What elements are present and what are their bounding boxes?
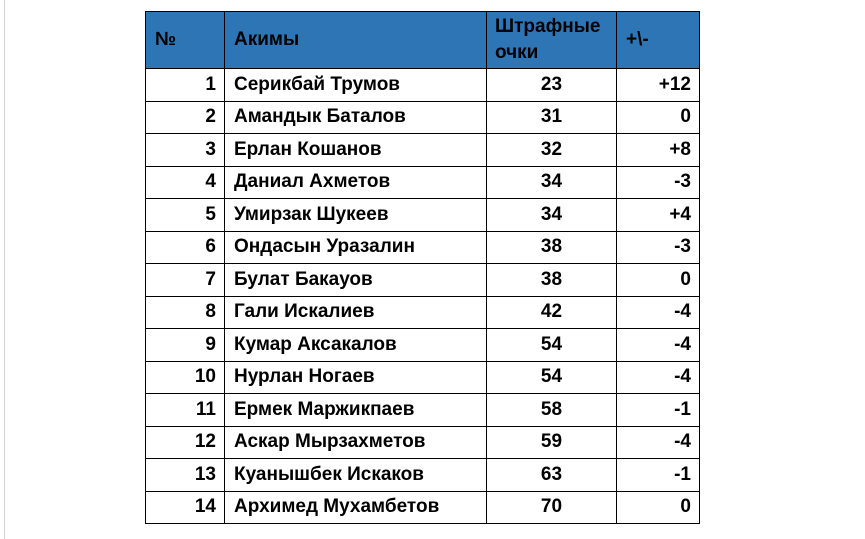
- row-number: 9: [146, 329, 225, 362]
- table-row: [146, 264, 700, 297]
- penalty-points: 58: [487, 394, 617, 427]
- change-value: -4: [617, 329, 700, 362]
- row-number: 12: [146, 426, 225, 459]
- penalty-points: 54: [487, 361, 617, 394]
- change-value: -1: [617, 459, 700, 492]
- akim-name: Булат Бакауов: [225, 264, 487, 297]
- table-row: [146, 491, 700, 524]
- table-header: [146, 12, 700, 69]
- row-number: 13: [146, 459, 225, 492]
- change-value: -4: [617, 426, 700, 459]
- row-number: 10: [146, 361, 225, 394]
- penalty-points: 70: [487, 491, 617, 524]
- row-number: 5: [146, 199, 225, 232]
- table-row: [146, 329, 700, 362]
- table-row: [146, 459, 700, 492]
- akim-name: Серикбай Трумов: [225, 69, 487, 102]
- table-row: [146, 231, 700, 264]
- row-number: 7: [146, 264, 225, 297]
- row-number: 1: [146, 69, 225, 102]
- change-value: +8: [617, 134, 700, 167]
- table-row: [146, 134, 700, 167]
- table-row: [146, 296, 700, 329]
- akim-name: Умирзак Шукеев: [225, 199, 487, 232]
- table-row: [146, 69, 700, 102]
- penalty-points: 42: [487, 296, 617, 329]
- akim-name: Нурлан Ногаев: [225, 361, 487, 394]
- change-value: 0: [617, 264, 700, 297]
- change-value: -3: [617, 166, 700, 199]
- table-row: [146, 361, 700, 394]
- change-value: -1: [617, 394, 700, 427]
- table-row: [146, 199, 700, 232]
- rankings-table: [145, 11, 700, 524]
- akim-name: Ермек Маржикпаев: [225, 394, 487, 427]
- row-number: 2: [146, 101, 225, 134]
- akim-name: Амандык Баталов: [225, 101, 487, 134]
- akim-name: Архимед Мухамбетов: [225, 491, 487, 524]
- akim-name: Ондасын Уразалин: [225, 231, 487, 264]
- akim-name: Даниал Ахметов: [225, 166, 487, 199]
- header-points: Штрафные очки: [487, 12, 617, 69]
- penalty-points: 38: [487, 231, 617, 264]
- akim-name: Кумар Аксакалов: [225, 329, 487, 362]
- penalty-points: 38: [487, 264, 617, 297]
- table-row: [146, 166, 700, 199]
- penalty-points: 31: [487, 101, 617, 134]
- penalty-points: 23: [487, 69, 617, 102]
- change-value: +4: [617, 199, 700, 232]
- penalty-points: 59: [487, 426, 617, 459]
- change-value: -3: [617, 231, 700, 264]
- penalty-points: 34: [487, 199, 617, 232]
- penalty-points: 32: [487, 134, 617, 167]
- change-value: 0: [617, 491, 700, 524]
- change-value: 0: [617, 101, 700, 134]
- row-number: 8: [146, 296, 225, 329]
- row-number: 14: [146, 491, 225, 524]
- row-number: 3: [146, 134, 225, 167]
- table-row: [146, 394, 700, 427]
- header-number: №: [146, 12, 225, 69]
- row-number: 6: [146, 231, 225, 264]
- table-row: [146, 101, 700, 134]
- header-name: Акимы: [225, 12, 487, 69]
- header-row: [146, 12, 700, 69]
- change-value: -4: [617, 296, 700, 329]
- penalty-points: 34: [487, 166, 617, 199]
- akim-name: Аскар Мырзахметов: [225, 426, 487, 459]
- akim-name: Ерлан Кошанов: [225, 134, 487, 167]
- change-value: +12: [617, 69, 700, 102]
- table-row: [146, 426, 700, 459]
- header-delta: +\-: [617, 12, 700, 69]
- change-value: -4: [617, 361, 700, 394]
- table-body: [146, 69, 700, 524]
- row-number: 4: [146, 166, 225, 199]
- left-margin-line: [4, 0, 5, 539]
- row-number: 11: [146, 394, 225, 427]
- rankings-table-container: [145, 11, 700, 524]
- akim-name: Куанышбек Искаков: [225, 459, 487, 492]
- penalty-points: 63: [487, 459, 617, 492]
- penalty-points: 54: [487, 329, 617, 362]
- akim-name: Гали Искалиев: [225, 296, 487, 329]
